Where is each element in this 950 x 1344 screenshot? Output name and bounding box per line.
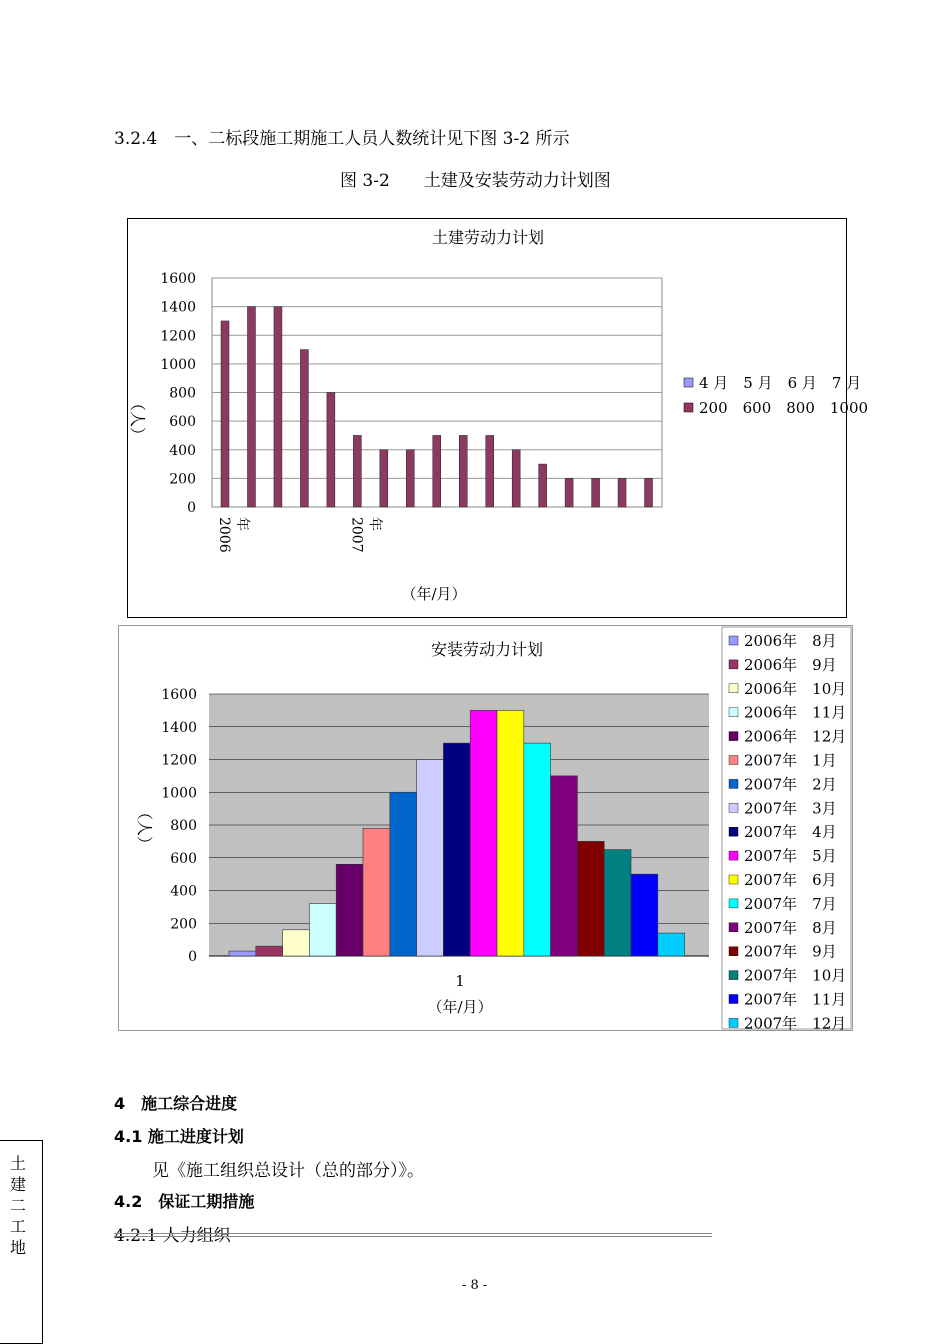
legend-swatch xyxy=(729,995,738,1004)
bar xyxy=(433,435,441,507)
side-label-box xyxy=(0,1140,43,1344)
page-number: - 8 - xyxy=(462,1278,488,1293)
bar xyxy=(459,435,467,507)
bar xyxy=(283,930,310,956)
y-tick-label: 600 xyxy=(170,850,197,867)
bar xyxy=(565,478,573,507)
legend-label: 2007年 1月 xyxy=(744,751,837,770)
legend-label: 2006年 12月 xyxy=(744,727,847,746)
bar xyxy=(247,307,255,507)
bar xyxy=(645,478,653,507)
section-4-1-body: 见《施工组织总设计（总的部分）》。 xyxy=(152,1161,424,1181)
legend-label: 2007年 4月 xyxy=(744,823,837,842)
bar xyxy=(658,933,685,956)
section-4-heading: 4 施工综合进度 xyxy=(114,1094,238,1113)
legend-swatch xyxy=(729,732,738,741)
bar xyxy=(309,904,336,956)
x-tick-label: 年 xyxy=(234,517,250,531)
legend-label: 2007年 2月 xyxy=(744,775,837,794)
bar xyxy=(470,710,497,956)
chart-civil-labor xyxy=(127,218,869,618)
legend-swatch xyxy=(729,803,738,812)
y-tick-label: 800 xyxy=(169,385,196,402)
bar xyxy=(512,450,520,507)
bar xyxy=(274,307,282,507)
legend-swatch xyxy=(684,403,693,412)
legend-label: 2007年 9月 xyxy=(744,942,837,961)
y-axis-label: （人） xyxy=(135,804,154,853)
legend-swatch xyxy=(729,660,738,669)
legend-swatch xyxy=(729,971,738,980)
bar xyxy=(417,760,444,957)
x-tick-label: 2006 xyxy=(216,517,232,553)
y-tick-label: 800 xyxy=(170,818,197,834)
section-4-2-1-heading: 4.2.1 人力组织 xyxy=(114,1226,231,1246)
bar xyxy=(390,792,417,956)
bar xyxy=(229,951,256,956)
figure-caption: 图 3-2 土建及安装劳动力计划图 xyxy=(340,171,611,191)
legend-swatch xyxy=(729,947,738,956)
y-tick-label: 400 xyxy=(170,883,197,900)
strike-line xyxy=(114,1233,712,1237)
legend-label: 2006年 9月 xyxy=(744,655,837,674)
legend-swatch xyxy=(684,378,693,387)
y-tick-label: 1600 xyxy=(160,271,196,287)
bar xyxy=(486,435,494,507)
legend-label: 2006年 8月 xyxy=(744,632,837,650)
legend-label: 2007年 5月 xyxy=(744,847,837,866)
chart-title: 安装劳动力计划 xyxy=(430,640,544,659)
section-4-1-heading: 4.1 施工进度计划 xyxy=(114,1127,244,1146)
x-axis-label: （年/月） xyxy=(401,585,467,603)
legend-label: 2007年 6月 xyxy=(744,871,837,889)
chart-install-labor xyxy=(118,625,853,1031)
x-axis-label: （年/月） xyxy=(427,998,493,1016)
y-tick-label: 1400 xyxy=(161,719,197,736)
legend-label: 2007年 7月 xyxy=(744,894,837,913)
bar xyxy=(497,710,524,956)
legend-swatch xyxy=(729,851,738,860)
y-tick-label: 1000 xyxy=(161,785,197,802)
y-tick-label: 1400 xyxy=(160,299,196,316)
legend-label: 2007年 8月 xyxy=(744,918,837,937)
chart-install-labor-svg xyxy=(119,626,852,1033)
legend-label: 2006年 11月 xyxy=(744,703,847,722)
legend-label: 2006年 10月 xyxy=(744,679,847,698)
legend-swatch xyxy=(729,708,738,717)
bar xyxy=(363,828,390,956)
bar xyxy=(221,321,229,507)
legend-label: 2007年 3月 xyxy=(744,799,837,818)
bar xyxy=(604,850,631,956)
bar xyxy=(256,946,283,956)
y-tick-label: 0 xyxy=(188,949,197,965)
legend-label: 2007年 12月 xyxy=(744,1014,847,1033)
legend-swatch xyxy=(729,899,738,908)
y-axis-label: （人） xyxy=(128,395,147,444)
legend-swatch xyxy=(729,875,738,884)
y-tick-label: 200 xyxy=(170,916,197,933)
y-tick-label: 1200 xyxy=(161,752,197,769)
chart-civil-labor-svg xyxy=(128,219,869,617)
bar xyxy=(380,450,388,507)
bar xyxy=(443,743,470,956)
bar xyxy=(336,864,363,956)
chart-title: 土建劳动力计划 xyxy=(431,228,545,247)
y-tick-label: 200 xyxy=(169,471,196,488)
bar xyxy=(539,464,547,507)
legend-swatch xyxy=(729,779,738,788)
legend-swatch xyxy=(729,636,738,645)
legend-label: 200 600 800 1000 xyxy=(699,399,869,417)
y-tick-label: 1600 xyxy=(161,687,197,703)
legend-swatch xyxy=(729,1018,738,1027)
x-tick-label: 1 xyxy=(455,972,465,990)
legend-label: 2007年 10月 xyxy=(744,966,847,985)
legend-swatch xyxy=(729,827,738,836)
y-tick-label: 600 xyxy=(169,414,196,431)
bar xyxy=(524,743,551,956)
bar xyxy=(327,393,335,508)
y-tick-label: 0 xyxy=(187,500,196,516)
x-tick-label: 年 xyxy=(366,517,383,531)
side-label: 土建二工地 xyxy=(10,1154,27,1257)
bar xyxy=(577,841,604,956)
legend-label: 4 月 5 月 6 月 7 月 xyxy=(699,374,862,392)
bar xyxy=(300,350,308,507)
y-tick-label: 400 xyxy=(169,442,196,459)
bar xyxy=(353,435,361,507)
legend-swatch xyxy=(729,923,738,932)
bar xyxy=(406,450,414,507)
bar xyxy=(551,776,578,956)
x-tick-label: 2007 xyxy=(348,517,365,553)
bar xyxy=(631,874,658,956)
y-tick-label: 1000 xyxy=(160,356,196,373)
y-tick-label: 1200 xyxy=(160,328,196,345)
legend-swatch xyxy=(729,756,738,765)
bar xyxy=(592,478,600,507)
bar xyxy=(618,478,626,507)
legend-label: 2007年 11月 xyxy=(744,990,847,1009)
legend-swatch xyxy=(729,684,738,693)
section-4-2-heading: 4.2 保证工期措施 xyxy=(114,1192,255,1211)
section-heading-3-2-4: 3.2.4 一、二标段施工期施工人员人数统计见下图 3-2 所示 xyxy=(114,129,570,149)
